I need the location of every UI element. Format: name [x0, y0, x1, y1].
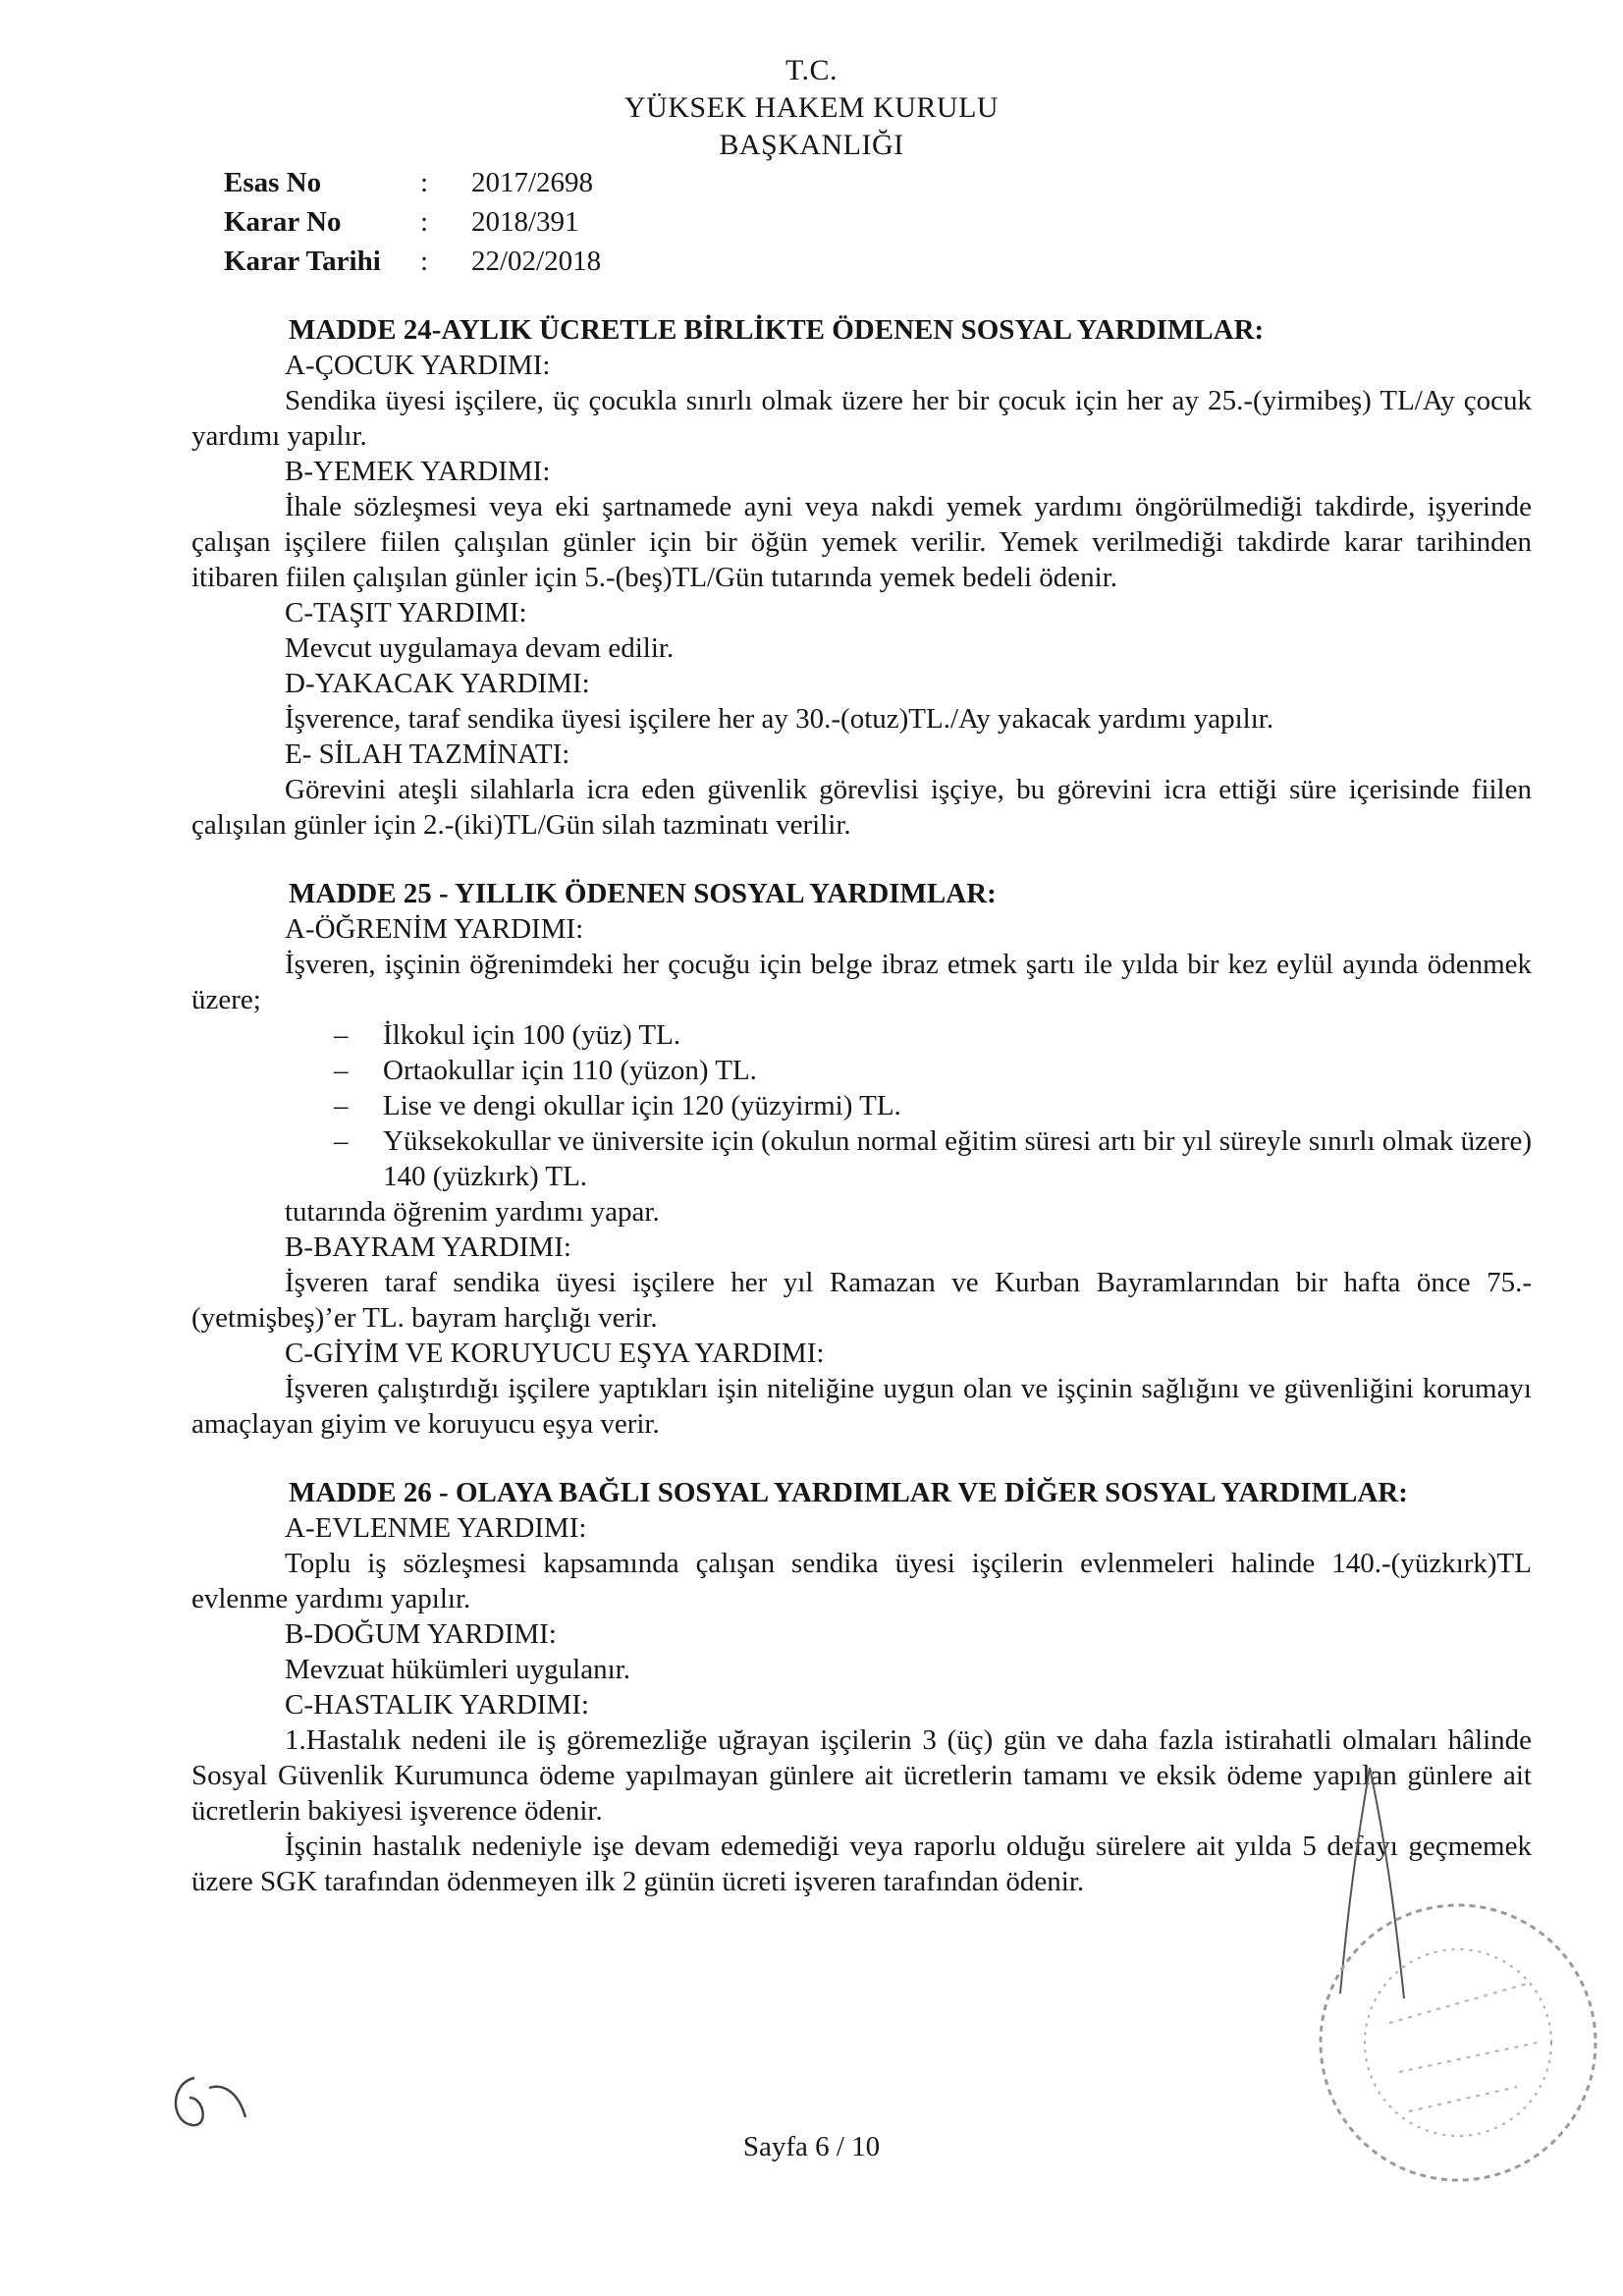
madde26-b-title: B-DOĞUM YARDIMI: — [285, 1618, 557, 1650]
signature-initials-icon — [165, 2068, 253, 2137]
madde25-c-text: İşveren çalıştırdığı işçilere yaptıkları işin niteliğine uygun olan ve işçinin sağlığını ve güvenliğini korumayı amaçlayan giyim ve koruyucu eşya verir. — [191, 1373, 1532, 1440]
madde24-d-text: İşverence, taraf sendika üyesi işçilere her ay 30.-(otuz)TL./Ay yakacak yardımı yapılır. — [285, 703, 1274, 735]
list-item: – İlkokul için 100 (yüz) TL. — [334, 1019, 681, 1051]
madde25-title: MADDE 25 - YILLIK ÖDENEN SOSYAL YARDIMLAR: — [289, 878, 997, 909]
page-number: Sayfa 6 / 10 — [742, 2131, 881, 2162]
ogrenim-list — [191, 1017, 1532, 1194]
madde26-c-text2: İşçinin hastalık nedeniyle işe devam edemediği veya raporlu olduğu sürelere ait yılda 5 defayı geçmemek üzere SGK tarafından ödenmeyen ilk 2 günün ücreti işveren tarafından ödenir. — [191, 1831, 1532, 1897]
meta-esas-no: Esas No : 2017/2698 — [224, 163, 601, 202]
meta-label: Esas No — [224, 167, 322, 198]
header-tc: T.C. — [784, 54, 839, 86]
meta-value: 2017/2698 — [471, 167, 594, 198]
header-institution: YÜKSEK HAKEM KURULU — [623, 91, 1000, 124]
meta-karar-tarihi: Karar Tarihi : 22/02/2018 — [224, 242, 601, 281]
header-department: BAŞKANLIĞI — [719, 129, 904, 161]
madde25-b-title: B-BAYRAM YARDIMI: — [285, 1231, 571, 1263]
case-meta — [224, 163, 601, 281]
madde24-c-text: Mevcut uygulamaya devam edilir. — [285, 632, 675, 664]
madde24-b-text: İhale sözleşmesi veya eki şartnamede ayni veya nakdi yemek yardımı öngörülmediği takdirde, işyerinde çalışan işçilere fiilen çalışılan günler için bir öğün yemek verilir. Yemek verilmediği takdirde karar tarihinden itibaren fiilen çalışılan günler için 5.-(beş)TL/Gün tutarında yemek bedeli ödenir. — [191, 491, 1532, 593]
meta-label: Karar Tarihi — [224, 246, 381, 277]
meta-label: Karar No — [224, 206, 342, 238]
madde24-e-text: Görevini ateşli silahlarla icra eden güvenlik görevlisi işçiye, bu görevini icra ettiği süre içerisinde fiilen çalışılan günler için 2.-(iki)TL/Gün silah tazminatı verilir. — [191, 774, 1532, 841]
madde24-a-title: A-ÇOCUK YARDIMI: — [285, 350, 551, 381]
madde25-a-text: İşveren, işçinin öğrenimdeki her çocuğu için belge ibraz etmek şartı ile yılda bir kez eylül ayında ödenmek üzere; — [191, 949, 1532, 1015]
madde26-a-title: A-EVLENME YARDIMI: — [285, 1512, 587, 1544]
list-item: – Ortaokullar için 110 (yüzon) TL. — [334, 1055, 757, 1086]
list-item: – Lise ve dengi okullar için 120 (yüzyirmi) TL. — [334, 1090, 901, 1121]
madde26-a-text: Toplu iş sözleşmesi kapsamında çalışan sendika üyesi işçilerin evlenmeleri halinde 140.-(yüzkırk)TL evlenme yardımı yapılır. — [191, 1548, 1532, 1614]
madde26-b-text: Mevzuat hükümleri uygulanır. — [285, 1654, 630, 1685]
madde25-c-title: C-GİYİM VE KORUYUCU EŞYA YARDIMI: — [285, 1338, 825, 1369]
document-body — [191, 312, 1532, 1899]
madde25-b-text: İşveren taraf sendika üyesi işçilere her yıl Ramazan ve Kurban Bayramlarından bir hafta önce 75.-(yetmişbeş)’er TL. bayram harçlığı verir. — [191, 1267, 1532, 1334]
meta-value: 2018/391 — [471, 206, 579, 238]
madde24-title: MADDE 24-AYLIK ÜCRETLE BİRLİKTE ÖDENEN SOSYAL YARDIMLAR: — [289, 314, 1265, 346]
madde24-d-title: D-YAKACAK YARDIMI: — [285, 668, 590, 699]
madde24-b-title: B-YEMEK YARDIMI: — [285, 456, 551, 487]
madde25-a-tail: tutarında öğrenim yardımı yapar. — [285, 1196, 660, 1228]
madde24-a-text: Sendika üyesi işçilere, üç çocukla sınırlı olmak üzere her bir çocuk için her ay 25.-(yirmibeş) TL/Ay çocuk yardımı yapılır. — [191, 385, 1532, 452]
madde25-a-title: A-ÖĞRENİM YARDIMI: — [285, 913, 584, 945]
madde24-e-title: E- SİLAH TAZMİNATI: — [285, 738, 570, 770]
madde26-c-title: C-HASTALIK YARDIMI: — [285, 1689, 589, 1721]
madde26-title: MADDE 26 - OLAYA BAĞLI SOSYAL YARDIMLAR VE DİĞER SOSYAL YARDIMLAR: — [289, 1477, 1408, 1508]
list-item: – Yüksekokullar ve üniversite için (okulun normal eğitim süresi artı bir yıl süreyle sınırlı olmak üzere) 140 (yüzkırk) TL. — [334, 1125, 1532, 1192]
meta-value: 22/02/2018 — [471, 246, 602, 277]
madde24-c-title: C-TAŞIT YARDIMI: — [285, 597, 527, 629]
meta-karar-no: Karar No : 2018/391 — [224, 202, 601, 242]
madde26-c-text1: 1.Hastalık nedeni ile iş göremezliğe uğrayan işçilerin 3 (üç) gün ve daha fazla istirahatli olmaları hâlinde Sosyal Güvenlik Kurumunca ödeme yapılmayan günlere ait ücretlerin tamamı ve eksik ödeme yapılan günlere ait ücretlerin bakiyesi işverence ödenir. — [191, 1724, 1532, 1827]
